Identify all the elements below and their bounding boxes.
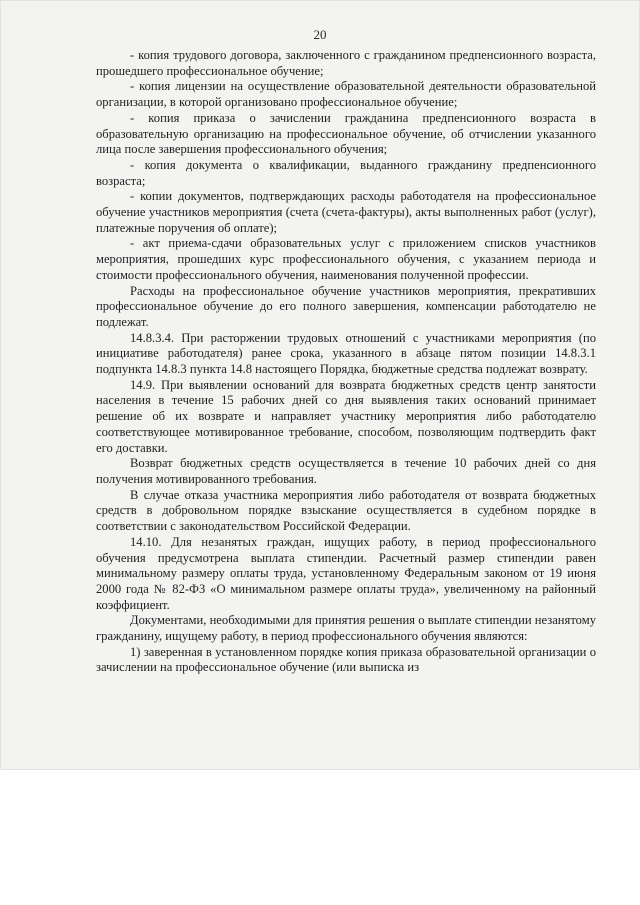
paragraph: - копии документов, подтверждающих расходы работодателя на профессиональное обучение участников мероприятия (счета (счета-фактуры), акты выполненных работ (услуг), платежные поручения об оплате); [96,189,596,235]
paragraph: - копия документа о квалификации, выданного гражданину предпенсионного возраста; [96,157,596,188]
paragraph: 14.8.3.4. При расторжении трудовых отношений с участниками мероприятия (по инициативе работодателя) ранее срока, указанного в абзаце пятом позиции 14.8.3.1 подпункта 14.8.3 пункта 14.8 настоящего Порядка, бюджетные средства подлежат возврату. [96,330,596,377]
paragraph: В случае отказа участника мероприятия либо работодателя от возврата бюджетных средств в добровольном порядке взыскание осуществляется в судебном порядке в соответствии с законодательством Российской Федерации. [96,487,596,534]
paragraph: - акт приема-сдачи образовательных услуг с приложением списков участников мероприятия, прошедших курс профессионального обучения, с указанием периода и стоимости профессионального обучения, наименования полученной профессии. [96,236,596,282]
paragraph: Возврат бюджетных средств осуществляется в течение 10 рабочих дней со дня получения мотивированного требования. [96,456,596,486]
paragraph: 14.9. При выявлении оснований для возврата бюджетных средств центр занятости населения в течение 15 рабочих дней со дня выявления таких оснований принимает решение об их возврате и направляет участнику мероприятия либо работодателю соответствующее мотивированное требование, способом, позволяющим подтвердить факт его доставки. [96,377,596,455]
page-body [96,48,596,676]
paragraph: Расходы на профессиональное обучение участников мероприятия, прекративших профессиональное обучение до его полного завершения, компенсации работодателю не подлежат. [96,283,596,329]
paragraph: Документами, необходимыми для принятия решения о выплате стипендии незанятому гражданину, ищущему работу, в период профессионального обучения являются: [96,613,596,644]
paragraph: 14.10. Для незанятых граждан, ищущих работу, в период профессионального обучения предусмотрена выплата стипендии. Расчетный размер стипендии равен минимальному размеру оплаты труда, установленному Федеральным законом от 19 июня 2000 года № 82-ФЗ «О минимальном размере оплаты труда», увеличенному на районный коэффициент. [96,534,596,612]
paragraph: - копия трудового договора, заключенного с гражданином предпенсионного возраста, прошедшего профессиональное обучение; [96,48,596,78]
paragraph: 1) заверенная в установленном порядке копия приказа образовательной организации о зачислении на профессиональное обучение (или выписка из [96,644,596,675]
paragraph: - копия лицензии на осуществление образовательной деятельности образовательной организации, в которой организовано профессиональное обучение; [96,79,596,110]
blank-area [0,770,640,905]
paragraph: - копия приказа о зачислении гражданина предпенсионного возраста в образовательную организацию на профессиональное обучение, об отчислении указанного лица после завершения профессионального обучения; [96,110,596,157]
page-number: 20 [313,27,327,42]
